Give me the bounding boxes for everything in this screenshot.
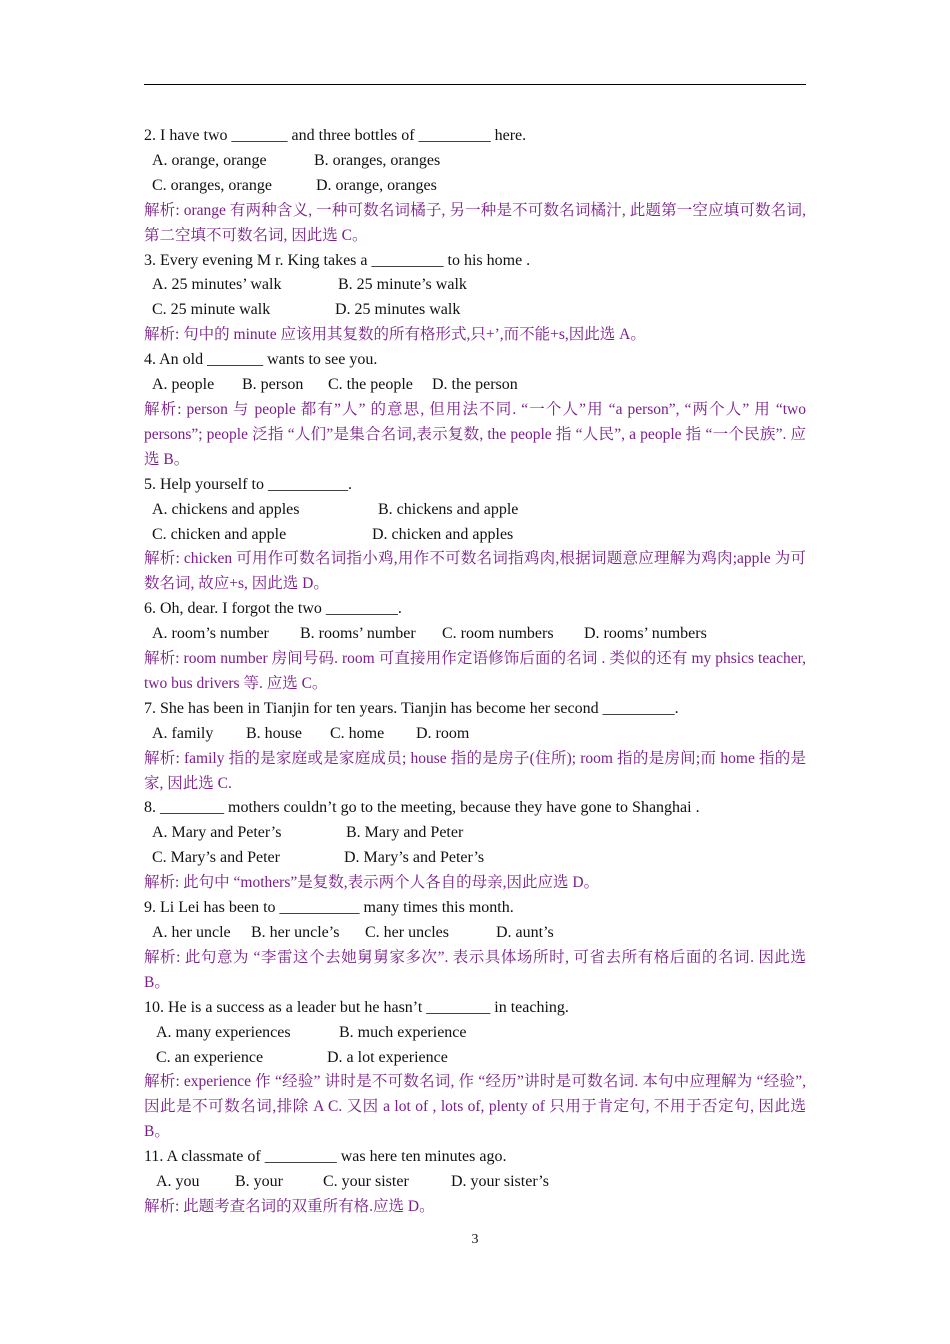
option-d: D. a lot experience	[327, 1048, 448, 1066]
option-c: C. the people	[328, 376, 413, 394]
explanation: 解析: 此句意为 “李雷这个去她舅舅家多次”. 表示具体场所时, 可省去所有格后面的名词. 因此选 B。	[144, 948, 806, 991]
option-d: D. rooms’ numbers	[584, 625, 707, 643]
option-d: D. chicken and apples	[372, 525, 514, 543]
option-c: C. an experience	[156, 1048, 264, 1066]
explanation: 解析: family 指的是家庭或是家庭成员; house 指的是房子(住所); room 指的是房间;而 home 指的是家, 因此选 C.	[144, 749, 806, 792]
question-stem: 9. Li Lei has been to __________ many times this month.	[144, 899, 514, 917]
option-a: A. room’s number	[152, 625, 269, 643]
question-stem: 3. Every evening M r. King takes a _________ to his home .	[144, 251, 531, 269]
options-row	[144, 846, 806, 871]
option-a: A. people	[152, 376, 215, 394]
options-row	[144, 149, 806, 174]
option-d: D. Mary’s and Peter’s	[344, 849, 485, 867]
option-b: B. your	[235, 1173, 283, 1191]
option-c: C. 25 minute walk	[152, 301, 271, 319]
options-row	[144, 622, 806, 647]
option-b: B. chickens and apple	[378, 500, 519, 518]
explanation: 解析: room number 房间号码. room 可直接用作定语修饰后面的名词 . 类似的还有 my phsics teacher, two bus drivers 等. 应选 C。	[144, 650, 806, 692]
page-number: 3	[471, 1232, 479, 1247]
option-b: B. Mary and Peter	[346, 824, 464, 842]
option-b: B. house	[246, 724, 302, 742]
question-11	[144, 1145, 806, 1220]
option-c: C. chicken and apple	[152, 525, 287, 543]
question-8	[144, 796, 806, 896]
question-4	[144, 348, 806, 473]
option-d: D. 25 minutes walk	[335, 301, 461, 319]
question-9	[144, 896, 806, 996]
option-c: C. oranges, orange	[152, 176, 272, 194]
question-6	[144, 597, 806, 697]
option-d: D. orange, oranges	[316, 176, 437, 194]
header-rule	[144, 84, 806, 85]
question-stem: 4. An old _______ wants to see you.	[144, 351, 378, 369]
option-d: D. the person	[432, 376, 518, 394]
question-2	[144, 124, 806, 249]
option-c: C. room numbers	[442, 625, 554, 643]
options-row	[144, 722, 806, 747]
question-10	[144, 996, 806, 1145]
option-b: B. 25 minute’s walk	[338, 276, 467, 294]
options-row	[144, 273, 806, 298]
option-d: D. your sister’s	[451, 1173, 549, 1191]
option-a: A. many experiences	[156, 1023, 291, 1041]
question-stem: 8. ________ mothers couldn’t go to the meeting, because they have gone to Shanghai .	[144, 799, 700, 817]
explanation: 解析: 句中的 minute 应该用其复数的所有格形式,只+’,而不能+s,因此选 A。	[144, 326, 646, 344]
options-row	[144, 298, 806, 323]
question-stem: 10. He is a success as a leader but he hasn’t ________ in teaching.	[144, 998, 569, 1016]
question-list	[144, 124, 806, 1220]
options-row	[144, 821, 806, 846]
options-row	[144, 1046, 806, 1071]
question-stem: 11. A classmate of _________ was here ten minutes ago.	[144, 1148, 507, 1166]
options-row	[144, 373, 806, 398]
option-a: A. 25 minutes’ walk	[152, 276, 282, 294]
option-d: D. room	[416, 724, 470, 742]
explanation: 解析: 此题考查名词的双重所有格.应选 D。	[144, 1197, 435, 1215]
question-stem: 6. Oh, dear. I forgot the two _________.	[144, 600, 402, 618]
option-c: C. Mary’s and Peter	[152, 849, 280, 867]
option-a: A. chickens and apples	[152, 500, 300, 518]
question-5	[144, 473, 806, 598]
option-b: B. person	[242, 376, 304, 394]
option-b: B. her uncle’s	[251, 924, 340, 941]
option-b: B. much experience	[339, 1023, 467, 1041]
question-3	[144, 249, 806, 349]
question-7	[144, 697, 806, 797]
options-row	[144, 498, 806, 523]
option-c: C. home	[330, 724, 385, 742]
option-c: C. her uncles	[365, 924, 449, 941]
option-a: A. you	[156, 1173, 200, 1191]
options-row	[144, 1021, 806, 1046]
options-row	[144, 523, 806, 548]
options-row	[144, 174, 806, 199]
explanation: 解析: experience 作 “经验” 讲时是不可数名词, 作 “经历”讲时是可数名词. 本句中应理解为 “经验”,因此是不可数名词,排除 A C. 又因 a lot of , lots of, plenty of 只用于肯定句, 不用于否定句, 因此选 B。	[144, 1073, 806, 1141]
option-a: A. Mary and Peter’s	[152, 824, 282, 842]
options-row	[144, 921, 806, 946]
option-a: A. family	[152, 724, 214, 742]
question-stem: 7. She has been in Tianjin for ten years. Tianjin has become her second _________.	[144, 699, 679, 717]
option-a: A. orange, orange	[152, 151, 267, 169]
explanation: 解析: person 与 people 都有”人” 的意思, 但用法不同. “一个人”用 “a person”, “两个人” 用 “two persons”; people 泛指 “人们”是集合名词,表示复数, the people 指 “人民”, a people 指 “一个民族”. 应选 B。	[144, 400, 806, 468]
question-stem: 2. I have two _______ and three bottles of _________ here.	[144, 127, 527, 144]
explanation: 解析: orange 有两种含义, 一种可数名词橘子, 另一种是不可数名词橘汁, 此题第一空应填可数名词, 第二空填不可数名词, 因此选 C。	[144, 201, 806, 244]
explanation: 解析: 此句中 “mothers”是复数,表示两个人各自的母亲,因此应选 D。	[144, 874, 600, 892]
option-b: B. oranges, oranges	[314, 151, 441, 169]
explanation: 解析: chicken 可用作可数名词指小鸡,用作不可数名词指鸡肉,根据词题意应理解为鸡肉;apple 为可数名词, 故应+s, 因此选 D。	[144, 550, 806, 593]
option-a: A. her uncle	[152, 924, 231, 941]
option-b: B. rooms’ number	[300, 625, 416, 643]
option-c: C. your sister	[323, 1173, 409, 1191]
options-row	[144, 1170, 806, 1195]
question-stem: 5. Help yourself to __________.	[144, 475, 352, 493]
option-d: D. aunt’s	[496, 924, 554, 941]
